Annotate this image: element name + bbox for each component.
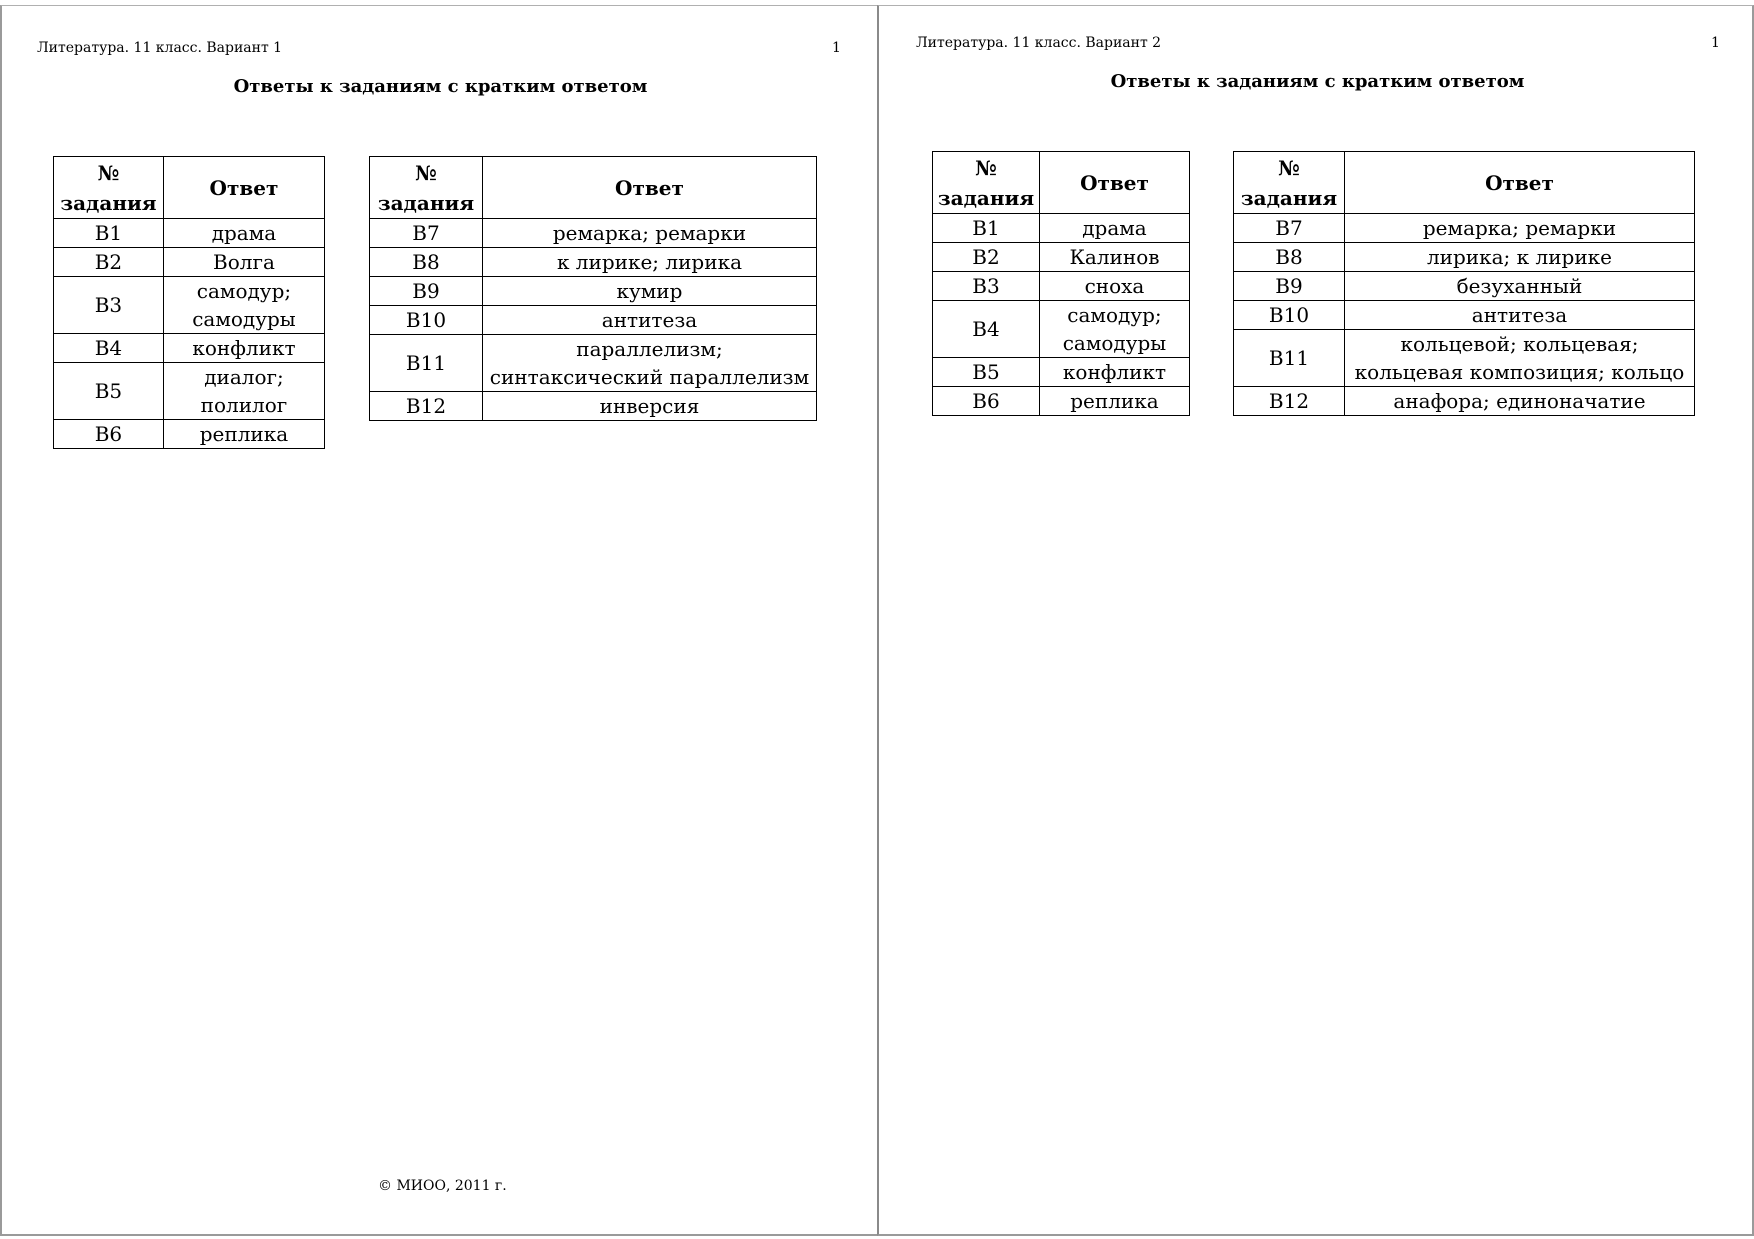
page-title: Ответы к заданиям с кратким ответом (1110, 71, 1525, 92)
task-answer: к лирике; лирика (482, 248, 816, 277)
task-number: B12 (1234, 387, 1345, 416)
task-answer: конфликт (1039, 358, 1189, 387)
task-number: B10 (370, 306, 483, 335)
table-header-row (933, 152, 1190, 214)
task-number: B2 (54, 248, 164, 277)
table-row (933, 387, 1190, 416)
running-header: Литература. 11 класс. Вариант 2 (916, 35, 1162, 51)
table-header-row (1234, 152, 1695, 214)
task-number: B9 (1234, 272, 1345, 301)
task-answer: антитеза (1344, 301, 1694, 330)
task-answer: параллелизм; синтаксический параллелизм (482, 335, 816, 392)
running-header: Литература. 11 класс. Вариант 1 (37, 40, 283, 56)
header-task-number (370, 157, 483, 219)
page-title: Ответы к заданиям с кратким ответом (233, 76, 648, 97)
task-answer: реплика (1039, 387, 1189, 416)
header-num-word: задания (1240, 185, 1338, 210)
task-number: B4 (54, 334, 164, 363)
table-row (54, 420, 325, 449)
task-number: B11 (1234, 330, 1345, 387)
task-answer: инверсия (482, 392, 816, 421)
table-row (54, 334, 325, 363)
task-number: B9 (370, 277, 483, 306)
answers-table-right (1233, 151, 1695, 416)
task-answer: драма (1039, 214, 1189, 243)
table-row (1234, 301, 1695, 330)
task-number: B5 (933, 358, 1040, 387)
table-row (370, 306, 817, 335)
task-answer: кольцевой; кольцевая; кольцевая композиция; кольцо (1344, 330, 1694, 387)
table-row (54, 219, 325, 248)
table-row (370, 392, 817, 421)
table-row (370, 335, 817, 392)
header-answer: Ответ (163, 157, 324, 219)
answers-table-left (932, 151, 1190, 416)
header-answer: Ответ (1344, 152, 1694, 214)
table-row (54, 277, 325, 334)
task-answer: драма (163, 219, 324, 248)
task-answer: конфликт (163, 334, 324, 363)
task-answer: диалог; полилог (163, 363, 324, 420)
header-num-word: задания (377, 190, 475, 215)
task-answer: сноха (1039, 272, 1189, 301)
task-number: B12 (370, 392, 483, 421)
header-num-sign: № (975, 155, 997, 180)
header-num-sign: № (97, 160, 120, 185)
header-answer: Ответ (1039, 152, 1189, 214)
header-answer: Ответ (482, 157, 816, 219)
table-row (933, 243, 1190, 272)
table-row (933, 358, 1190, 387)
header-num-sign: № (1278, 155, 1300, 180)
task-number: B1 (933, 214, 1040, 243)
table-row (1234, 214, 1695, 243)
table-row (370, 219, 817, 248)
page-variant-1 (0, 5, 877, 1236)
task-number: B3 (933, 272, 1040, 301)
task-answer: лирика; к лирике (1344, 243, 1694, 272)
task-answer: Калинов (1039, 243, 1189, 272)
task-answer: самодур; самодуры (1039, 301, 1189, 358)
header-task-number (1234, 152, 1345, 214)
table-row (54, 248, 325, 277)
header-task-number (933, 152, 1040, 214)
table-header-row (370, 157, 817, 219)
table-row (370, 277, 817, 306)
header-num-sign: № (415, 160, 437, 185)
task-answer: кумир (482, 277, 816, 306)
task-answer: ремарка; ремарки (1344, 214, 1694, 243)
page-number: 1 (832, 40, 841, 56)
header-num-word: задания (937, 185, 1035, 210)
task-number: B10 (1234, 301, 1345, 330)
task-number: B11 (370, 335, 483, 392)
task-number: B6 (933, 387, 1040, 416)
task-answer: ремарка; ремарки (482, 219, 816, 248)
table-row (370, 248, 817, 277)
copyright-footer: © МИОО, 2011 г. (378, 1178, 507, 1194)
table-row (1234, 387, 1695, 416)
page-number: 1 (1711, 35, 1720, 51)
task-answer: самодур; самодуры (163, 277, 324, 334)
answers-table-left (53, 156, 325, 449)
table-row (1234, 272, 1695, 301)
task-answer: анафора; единоначатие (1344, 387, 1694, 416)
header-num-word: задания (60, 190, 157, 215)
table-row (1234, 330, 1695, 387)
header-task-number (54, 157, 164, 219)
page-variant-2 (877, 5, 1754, 1236)
answers-table-right (369, 156, 817, 421)
task-number: B6 (54, 420, 164, 449)
task-number: B8 (370, 248, 483, 277)
task-number: B2 (933, 243, 1040, 272)
task-number: B5 (54, 363, 164, 420)
table-header-row (54, 157, 325, 219)
task-number: B7 (1234, 214, 1345, 243)
task-answer: Волга (163, 248, 324, 277)
task-answer: реплика (163, 420, 324, 449)
task-answer: антитеза (482, 306, 816, 335)
table-row (1234, 243, 1695, 272)
table-row (54, 363, 325, 420)
task-number: B1 (54, 219, 164, 248)
task-number: B8 (1234, 243, 1345, 272)
task-number: B4 (933, 301, 1040, 358)
task-number: B7 (370, 219, 483, 248)
table-row (933, 272, 1190, 301)
task-answer: безуханный (1344, 272, 1694, 301)
task-number: B3 (54, 277, 164, 334)
table-row (933, 214, 1190, 243)
table-row (933, 301, 1190, 358)
